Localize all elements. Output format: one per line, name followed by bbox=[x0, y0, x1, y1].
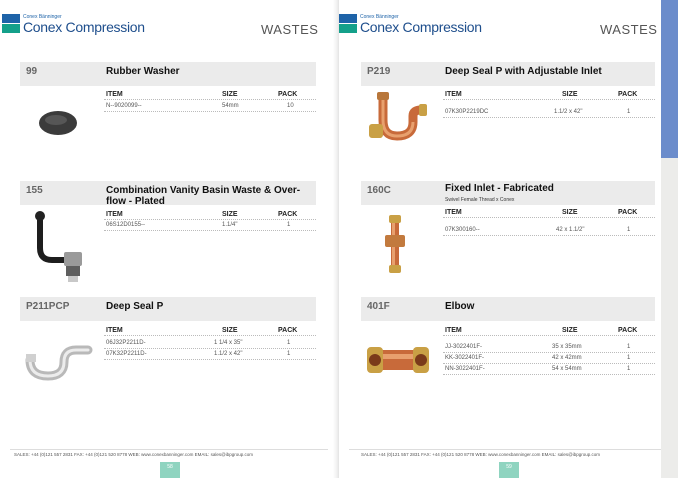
item-pack: 1 bbox=[287, 222, 291, 228]
footer-contact: SALES: +44 (0)121 557 2831 FAX: +44 (0)121 520 8778 WEB: www.conexbanninger.com EMAIL: sales@ibpgroup.com bbox=[361, 452, 600, 457]
item-size: 1.1/2 x 42" bbox=[554, 109, 583, 115]
item-code: NN-3022401F- bbox=[445, 366, 485, 372]
row-divider bbox=[443, 117, 655, 118]
item-code: JJ-3022401F- bbox=[445, 344, 483, 350]
column-header-pack: PACK bbox=[618, 91, 638, 98]
product-code: 160C bbox=[367, 185, 391, 196]
column-header-size: SIZE bbox=[222, 211, 238, 218]
brand-name: Conex Compression bbox=[23, 19, 145, 35]
basin-waste-image bbox=[30, 208, 86, 284]
row-divider bbox=[104, 111, 316, 112]
product-title: Deep Seal P bbox=[106, 301, 164, 312]
item-size: 35 x 35mm bbox=[552, 344, 582, 350]
brand-logo bbox=[339, 14, 482, 35]
deep-seal-p-trap-image bbox=[24, 340, 94, 384]
row-divider bbox=[443, 217, 655, 218]
column-header-size: SIZE bbox=[562, 209, 578, 216]
brand-logo bbox=[2, 14, 145, 35]
product-code: 401F bbox=[367, 301, 390, 312]
item-pack: 1 bbox=[627, 109, 631, 115]
row-divider bbox=[443, 99, 655, 100]
product-code: P219 bbox=[367, 66, 391, 77]
product-title: Fixed Inlet - Fabricated bbox=[445, 183, 554, 194]
product-title: Combination Vanity Basin Waste & Over-flow - Plated bbox=[106, 185, 301, 207]
product-subtitle: Swivel Female Thread x Conex bbox=[445, 197, 515, 203]
side-tab-wastes bbox=[661, 0, 678, 158]
item-size: 54mm bbox=[222, 103, 239, 109]
item-size: 1.1/4" bbox=[222, 222, 238, 228]
rubber-washer-image bbox=[36, 108, 80, 138]
row-divider bbox=[443, 335, 655, 336]
column-header-pack: PACK bbox=[278, 211, 298, 218]
column-header-pack: PACK bbox=[618, 327, 638, 334]
row-divider bbox=[104, 99, 316, 100]
column-header-size: SIZE bbox=[562, 91, 578, 98]
right-page bbox=[339, 0, 678, 478]
category-title: WASTES bbox=[261, 22, 319, 37]
row-divider bbox=[104, 230, 316, 231]
item-pack: 1 bbox=[287, 351, 291, 357]
column-header-item: ITEM bbox=[445, 209, 462, 216]
product-code: P211PCP bbox=[26, 301, 70, 312]
column-header-size: SIZE bbox=[222, 327, 238, 334]
item-code: 07K32P2211D- bbox=[106, 351, 147, 357]
product-title: Deep Seal P with Adjustable Inlet bbox=[445, 66, 602, 77]
item-pack: 1 bbox=[627, 227, 631, 233]
row-divider bbox=[104, 348, 316, 349]
brand-logo-mark-icon bbox=[339, 14, 357, 33]
item-size: 42 x 1.1/2" bbox=[556, 227, 585, 233]
item-size: 54 x 54mm bbox=[552, 366, 582, 372]
row-divider bbox=[443, 235, 655, 236]
product-title: Rubber Washer bbox=[106, 66, 180, 77]
item-size: 1 1/4 x 35" bbox=[214, 340, 243, 346]
page-number: 58 bbox=[160, 462, 180, 478]
row-divider bbox=[104, 335, 316, 336]
footer-rule bbox=[10, 449, 328, 450]
item-code: 07K30P2219DC bbox=[445, 109, 489, 115]
footer-rule bbox=[349, 449, 667, 450]
item-pack: 1 bbox=[627, 355, 631, 361]
brand-small-label: Conex Bänninger bbox=[23, 14, 62, 20]
row-divider bbox=[104, 219, 316, 220]
copper-fixed-inlet-image bbox=[381, 213, 409, 275]
item-code: N--9020099-- bbox=[106, 103, 142, 109]
brand-logo-mark-icon bbox=[2, 14, 20, 33]
item-code: 07K300160-- bbox=[445, 227, 480, 233]
column-header-size: SIZE bbox=[222, 91, 238, 98]
product-title: Elbow bbox=[445, 301, 475, 312]
brand-small-label: Conex Bänninger bbox=[360, 14, 399, 20]
product-code: 155 bbox=[26, 185, 43, 196]
page-number: 59 bbox=[499, 462, 519, 478]
item-size: 42 x 42mm bbox=[552, 355, 582, 361]
column-header-pack: PACK bbox=[278, 327, 298, 334]
column-header-pack: PACK bbox=[618, 209, 638, 216]
item-code: 06J32P2211D- bbox=[106, 340, 146, 346]
footer-contact: SALES: +44 (0)121 557 2831 FAX: +44 (0)121 520 8778 WEB: www.conexbanninger.com EMAIL: sales@ibpgroup.com bbox=[14, 452, 253, 457]
row-divider bbox=[443, 352, 655, 353]
column-header-item: ITEM bbox=[445, 91, 462, 98]
item-size: 1.1/2 x 42" bbox=[214, 351, 243, 357]
column-header-pack: PACK bbox=[278, 91, 298, 98]
item-pack: 1 bbox=[627, 366, 631, 372]
row-divider bbox=[443, 374, 655, 375]
item-code: 06S12D0155-- bbox=[106, 222, 146, 228]
column-header-item: ITEM bbox=[106, 91, 123, 98]
row-divider bbox=[104, 359, 316, 360]
column-header-size: SIZE bbox=[562, 327, 578, 334]
column-header-item: ITEM bbox=[445, 327, 462, 334]
row-divider bbox=[443, 363, 655, 364]
column-header-item: ITEM bbox=[106, 211, 123, 218]
brand-name: Conex Compression bbox=[360, 19, 482, 35]
item-code: KK-3022401F- bbox=[445, 355, 485, 361]
item-pack: 1 bbox=[287, 340, 291, 346]
copper-elbow-image bbox=[365, 342, 431, 378]
product-code: 99 bbox=[26, 66, 38, 77]
item-pack: 10 bbox=[287, 103, 294, 109]
column-header-item: ITEM bbox=[106, 327, 123, 334]
copper-p-trap-image bbox=[363, 90, 433, 152]
category-title: WASTES bbox=[600, 22, 658, 37]
item-pack: 1 bbox=[627, 344, 631, 350]
